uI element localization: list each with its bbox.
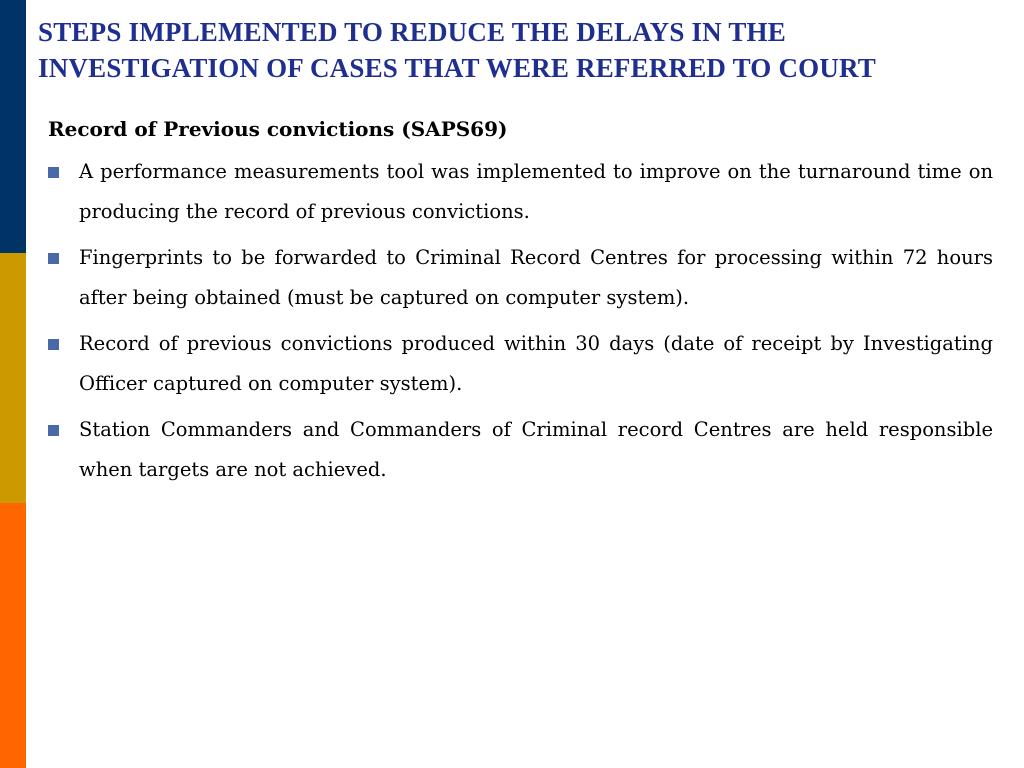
bullet-item <box>48 238 993 318</box>
square-bullet-icon <box>48 425 59 436</box>
slide-title-line-2: INVESTIGATION OF CASES THAT WERE REFERRED TO COURT <box>38 53 877 83</box>
side-bar-navy-segment <box>0 0 26 253</box>
bullet-list <box>48 152 993 490</box>
bullet-item <box>48 410 993 490</box>
side-accent-bar <box>0 0 26 768</box>
section-subheading: Record of Previous convictions (SAPS69) <box>48 117 508 141</box>
square-bullet-icon <box>48 339 59 350</box>
square-bullet-icon <box>48 253 59 264</box>
slide-title <box>38 14 1008 86</box>
slide-body <box>48 112 993 496</box>
slide-title-line-1: STEPS IMPLEMENTED TO REDUCE THE DELAYS IN THE <box>38 17 786 47</box>
bullet-text: A performance measurements tool was implemented to improve on the turnaround time on producing the record of previous convictions. <box>79 160 993 223</box>
bullet-text: Fingerprints to be forwarded to Criminal Record Centres for processing within 72 hours after being obtained (must be captured on computer system). <box>79 246 993 309</box>
side-bar-orange-segment <box>0 503 26 768</box>
bullet-item <box>48 324 993 404</box>
bullet-text: Record of previous convictions produced within 30 days (date of receipt by Investigating Officer captured on computer system). <box>79 332 993 395</box>
bullet-item <box>48 152 993 232</box>
bullet-text: Station Commanders and Commanders of Criminal record Centres are held responsible when targets are not achieved. <box>79 418 993 481</box>
side-bar-gold-segment <box>0 253 26 503</box>
square-bullet-icon <box>48 167 59 178</box>
